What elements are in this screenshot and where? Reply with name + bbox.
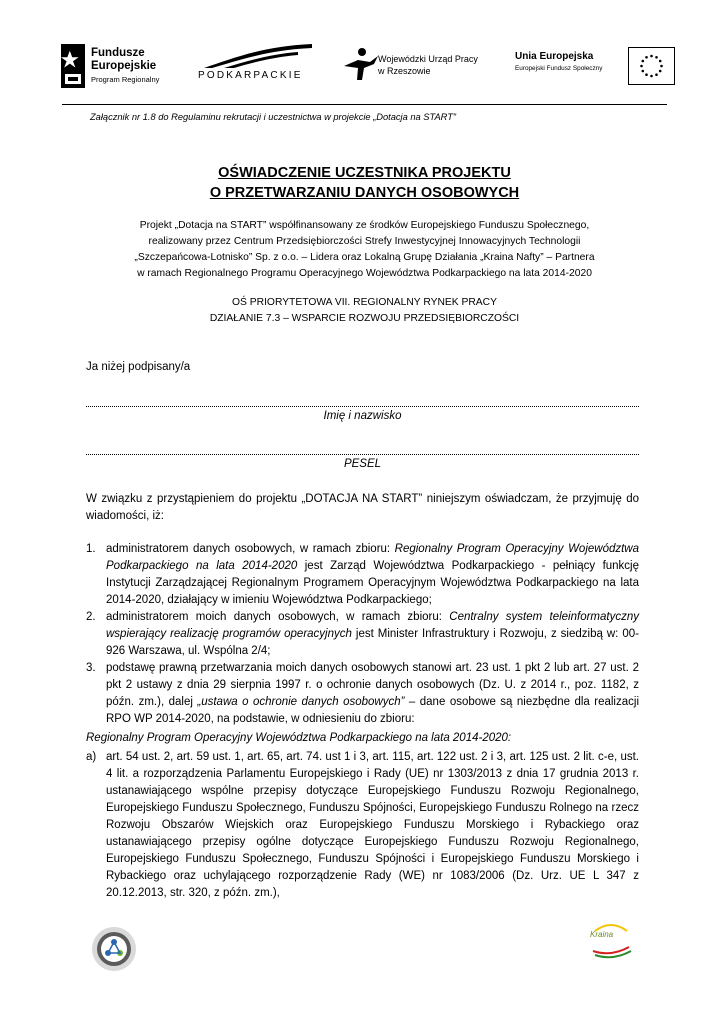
list-item-number: 3. bbox=[86, 662, 96, 674]
fundusze-europejskie-logo-mark bbox=[61, 44, 85, 88]
wup-figure-icon bbox=[340, 46, 382, 84]
fe-star-icon bbox=[61, 44, 85, 88]
cpsiit-circle-icon bbox=[90, 925, 138, 973]
list-item-text-pre: administratorem moich danych osobowych, w ramach zbioru: bbox=[106, 611, 450, 623]
list-item-text-pre: podstawę prawną przetwarzania moich danych osobowych stanowi art. 23 ust. 1 pkt 2 lub art. 27 ust. 2 pkt 2 ustawy z dnia 29 sierpnia 1997 r. o ochronie danych osobowych (Dz. U. z 2014 r., poz. 1182, z późn. zm.), dalej bbox=[106, 662, 639, 708]
project-info-line2: realizowany przez Centrum Przedsiębiorczości Strefy Inwestycyjnej Innowacyjnych Technologii bbox=[148, 236, 581, 247]
project-info-line1: Projekt „Dotacja na START” współfinansowany ze środków Europejskiego Funduszu Społecznego, bbox=[139, 220, 590, 231]
eu-stars-icon bbox=[629, 48, 674, 84]
rpo-heading: Regionalny Program Operacyjny Województwa Podkarpackiego na lata 2014-2020: bbox=[86, 732, 512, 744]
fe-line3: Program Regionalny bbox=[91, 75, 160, 84]
kraina-sun-icon bbox=[587, 917, 635, 965]
document-title-line2: O PRZETWARZANIU DANYCH OSOBOWYCH bbox=[209, 185, 520, 201]
list-item-number: 2. bbox=[86, 611, 96, 623]
list-item-number: 1. bbox=[86, 543, 96, 555]
name-input-line[interactable] bbox=[86, 406, 639, 407]
pesel-field-label: PESEL bbox=[343, 458, 382, 470]
project-info-line4: w ramach Regionalnego Programu Operacyjnego Województwa Podkarpackiego na lata 2014-2020 bbox=[137, 268, 592, 279]
pesel-input-line[interactable] bbox=[86, 454, 639, 455]
header-divider bbox=[62, 104, 667, 105]
intro-paragraph: W związku z przystąpieniem do projektu „DOTACJA NA START” niniejszym oświadczam, że przyjmuję do wiadomości, iż: bbox=[86, 493, 639, 522]
legal-basis-list bbox=[86, 749, 639, 902]
podkarpackie-swoosh-icon bbox=[194, 40, 318, 70]
wup-line1: Wojewódzki Urząd Pracy bbox=[378, 54, 478, 64]
fe-line1: Fundusze bbox=[91, 47, 145, 59]
list-item-text-pre: administratorem danych osobowych, w ramach zbioru: bbox=[106, 543, 395, 555]
name-field-label: Imię i nazwisko bbox=[323, 410, 402, 422]
podkarpackie-logo-text: PODKARPACKIE bbox=[198, 70, 303, 81]
signed-label: Ja niżej podpisany/a bbox=[86, 361, 191, 373]
attachment-note: Załącznik nr 1.8 do Regulaminu rekrutacji i uczestnictwa w projekcie „Dotacja na START” bbox=[90, 112, 456, 122]
fe-line2: Europejskie bbox=[91, 59, 157, 72]
kraina-logo-text: Kraina bbox=[590, 930, 614, 939]
list-item-text-post: jest Zarząd Województwa Podkarpackiego - pełniący funkcję Instytucji Zarządzającej Regionalnym Programem Operacyjnym Województwa Podkarpackiego na lata 2014-2020, działający w imieniu Województwa Podkarpackiego; bbox=[106, 560, 640, 606]
priority-axis: OŚ PRIORYTETOWA VII. REGIONALNY RYNEK PRACY bbox=[232, 297, 497, 308]
list-item bbox=[86, 749, 639, 902]
list-item-text-post: – dane osobowe są niezbędne dla realizacji RPO WP 2014-2020, na podstawie, w odniesieniu do zbioru: bbox=[106, 696, 639, 725]
priority-action: DZIAŁANIE 7.3 – WSPARCIE ROZWOJU PRZEDSIĘBIORCZOŚCI bbox=[209, 313, 520, 324]
list-item-text-emphasis: „ustawa o ochronie danych osobowych” bbox=[197, 696, 405, 708]
list-item bbox=[86, 541, 639, 609]
eu-flag-icon bbox=[628, 47, 675, 85]
fundusze-europejskie-logo-text bbox=[91, 48, 159, 84]
document-title-line1: OŚWIADCZENIE UCZESTNIKA PROJEKTU bbox=[218, 165, 511, 181]
list-item-text-emphasis: Centralny system teleinformatyczny wspierający realizację programów operacyjnych bbox=[106, 611, 639, 640]
wup-logo-mark bbox=[340, 46, 382, 84]
ue-line1: Unia Europejska bbox=[515, 51, 594, 62]
declaration-list bbox=[86, 541, 639, 728]
list-item-letter: a) bbox=[86, 751, 97, 763]
ue-logo-text bbox=[515, 52, 602, 72]
list-item-text: art. 54 ust. 2, art. 59 ust. 1, art. 65, art. 74. ust 1 i 3, art. 115, art. 122 ust. 2 i 3, art. 125 ust. 2 lit. c-e, ust. 4 lit. a rozporządzenia Parlamentu Europejskiego i Rady (UE) nr 1303/2013 z dnia 17 grudnia 2013 r. ustanawiającego wspólne przepisy dotyczące Europejskiego Funduszu Rozwoju Regionalnego, Europejskiego Funduszu Społecznego, Funduszu Spójności, Europejskiego Funduszu Rolnego na rzecz Rozwoju Obszarów Wiejskich oraz Europejskiego Funduszu Morskiego i Rybackiego oraz ustanawiającego przepisy ogólne dotyczące Europejskiego Funduszu Rozwoju Regionalnego, Europejskiego Funduszu Społecznego, Funduszu Spójności i Europejskiego Funduszu Morskiego i Rybackiego oraz uchylającego rozporządzenie Rady (WE) nr 1083/2006 (Dz. Urz. UE L 347 z 20.12.2013, str. 320, z późn. zm.), bbox=[106, 751, 639, 899]
list-item-text-post: jest Minister Infrastruktury i Rozwoju, z siedzibą w: 00-926 Warszawa, ul. Wspólna 2/4; bbox=[106, 628, 639, 657]
list-item-text-emphasis: Regionalny Program Operacyjny Województwa Podkarpackiego na lata 2014-2020 bbox=[106, 543, 640, 572]
wup-logo-text bbox=[378, 53, 478, 77]
ue-line2: Europejski Fundusz Społeczny bbox=[515, 65, 603, 72]
cpsiit-logo bbox=[90, 925, 138, 973]
wup-line2: w Rzeszowie bbox=[378, 66, 431, 76]
kraina-nafty-logo bbox=[587, 917, 635, 965]
list-item bbox=[86, 609, 639, 660]
list-item bbox=[86, 660, 639, 728]
project-info-line3: „Szczepańcowa-Lotnisko” Sp. z o.o. – Lidera oraz Lokalną Grupę Działania „Kraina Nafty” – Partnera bbox=[134, 252, 595, 263]
